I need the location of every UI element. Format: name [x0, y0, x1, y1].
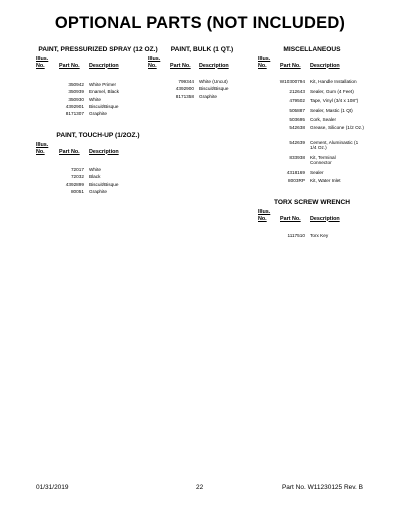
part-description: Sealer, Mastic (1 Qt): [310, 107, 353, 113]
part-description: White: [89, 167, 101, 172]
part-description: Kit, Water Inlet: [310, 177, 341, 183]
part-description: Biscuit/Bisque: [89, 181, 119, 187]
page-number: 22: [196, 484, 204, 491]
part-number: 72032: [70, 174, 84, 180]
section-miscellaneous: [258, 46, 366, 185]
footer-date: 01/31/2019: [36, 484, 69, 491]
part-description: Sealer, Gum (4 Feet): [310, 88, 354, 94]
section-title: PAINT, BULK (1 QT.): [170, 46, 234, 53]
table-row: [258, 170, 366, 178]
part-description: Black: [89, 174, 101, 180]
table-row: [258, 125, 366, 140]
part-number: 1117510: [287, 233, 305, 238]
description-header: Description: [310, 215, 340, 222]
document-part-number: Part No. W11230125 Rev. B: [281, 484, 363, 491]
section-bulk: [148, 46, 256, 101]
column-header: [36, 56, 160, 73]
description-header: Description: [89, 148, 119, 155]
part-description: White (Uncut): [199, 79, 228, 84]
illus-no-header: Illus. No.: [258, 209, 271, 222]
part-number: 350942: [68, 82, 84, 87]
part-number: 8171307: [65, 111, 84, 117]
section-torx-wrench: [258, 199, 366, 240]
part-number: 80051: [70, 188, 84, 194]
part-number: 542639: [289, 140, 305, 145]
table-row: [258, 79, 366, 89]
part-number: 72017: [70, 167, 84, 172]
part-description: Tape, Vinyl (3/4 x 108"): [310, 98, 359, 103]
section-title: MISCELLANEOUS: [283, 46, 341, 53]
part-description: White: [89, 96, 101, 102]
part-description: Sealer: [310, 170, 324, 175]
part-number: 503695: [289, 117, 305, 122]
column-header: [148, 56, 256, 73]
part-number: 212643: [289, 88, 305, 94]
page-title: OPTIONAL PARTS (NOT INCLUDED): [54, 14, 346, 32]
part-number: 350930: [68, 96, 84, 102]
table-row: [148, 79, 256, 86]
part-number: 4392899: [65, 181, 84, 187]
table-row: [148, 94, 256, 101]
table-row: [258, 140, 366, 155]
part-description: Biscuit/Bisque: [89, 103, 119, 109]
part-no-header: Part No.: [59, 62, 80, 69]
table-row: [36, 174, 160, 181]
part-description: Cork, Sealer: [310, 117, 337, 122]
table-row: [36, 97, 160, 104]
table-row: [258, 89, 366, 99]
part-number: 8171358: [175, 93, 194, 99]
part-number: 799344: [178, 79, 194, 84]
table-row: [258, 108, 366, 118]
table-row: [258, 117, 366, 125]
part-description: White Primer: [89, 82, 117, 87]
table-row: [36, 104, 160, 111]
description-header: Description: [310, 62, 340, 69]
part-no-header: Part No.: [280, 215, 301, 222]
part-description: Kit, Handle Installation: [310, 79, 357, 84]
section-title: PAINT, PRESSURIZED SPRAY (12 OZ.): [38, 46, 158, 53]
table-row: [36, 167, 160, 174]
part-number: 505887: [289, 107, 305, 113]
column-header: [36, 142, 160, 159]
part-number: 542638: [289, 125, 305, 130]
part-no-header: Part No.: [170, 62, 191, 69]
section-pressurized-spray: [36, 46, 160, 118]
part-description: Grease, Silicone (1/2 Oz.): [310, 125, 364, 130]
part-number: 479502: [289, 98, 305, 103]
column-header: [258, 56, 366, 73]
part-number: 8003RP: [288, 177, 305, 183]
part-number: 4392900: [175, 86, 194, 92]
part-description: Graphite: [199, 93, 217, 99]
part-description: Enamel, Black: [89, 89, 119, 95]
description-header: Description: [199, 62, 229, 69]
part-description: Kit, Terminal Connector: [310, 155, 336, 166]
section-title: PAINT, TOUCH-UP (1/2OZ.): [56, 132, 140, 139]
section-touch-up: [36, 132, 160, 196]
illus-no-header: Illus. No.: [148, 56, 161, 69]
table-row: [36, 189, 160, 196]
table-row: [36, 82, 160, 89]
table-row: [258, 155, 366, 170]
part-number: 4318169: [286, 170, 305, 175]
part-number: 350939: [68, 89, 84, 95]
part-description: Cement, Aluminastic (1 1/4 Oz.): [310, 140, 359, 151]
description-header: Description: [89, 62, 119, 69]
table-row: [258, 178, 366, 186]
part-no-header: Part No.: [59, 148, 80, 155]
table-row: [258, 233, 366, 240]
part-number: 833938: [289, 155, 305, 160]
part-description: Biscuit/Bisque: [199, 86, 229, 92]
part-no-header: Part No.: [280, 62, 301, 69]
illus-no-header: Illus. No.: [36, 142, 49, 155]
page-footer: [0, 484, 400, 494]
part-number: 4392901: [65, 103, 84, 109]
part-description: Graphite: [89, 188, 107, 194]
illus-no-header: Illus. No.: [258, 56, 271, 69]
column-header: [258, 209, 366, 226]
table-row: [36, 182, 160, 189]
part-description: Torx Key: [310, 233, 329, 238]
part-number: W10300794: [279, 79, 305, 84]
table-row: [258, 98, 366, 108]
table-row: [36, 89, 160, 96]
table-row: [148, 86, 256, 93]
table-row: [36, 111, 160, 118]
section-title: TORX SCREW WRENCH: [273, 199, 351, 206]
part-description: Graphite: [89, 111, 107, 117]
illus-no-header: Illus. No.: [36, 56, 49, 69]
